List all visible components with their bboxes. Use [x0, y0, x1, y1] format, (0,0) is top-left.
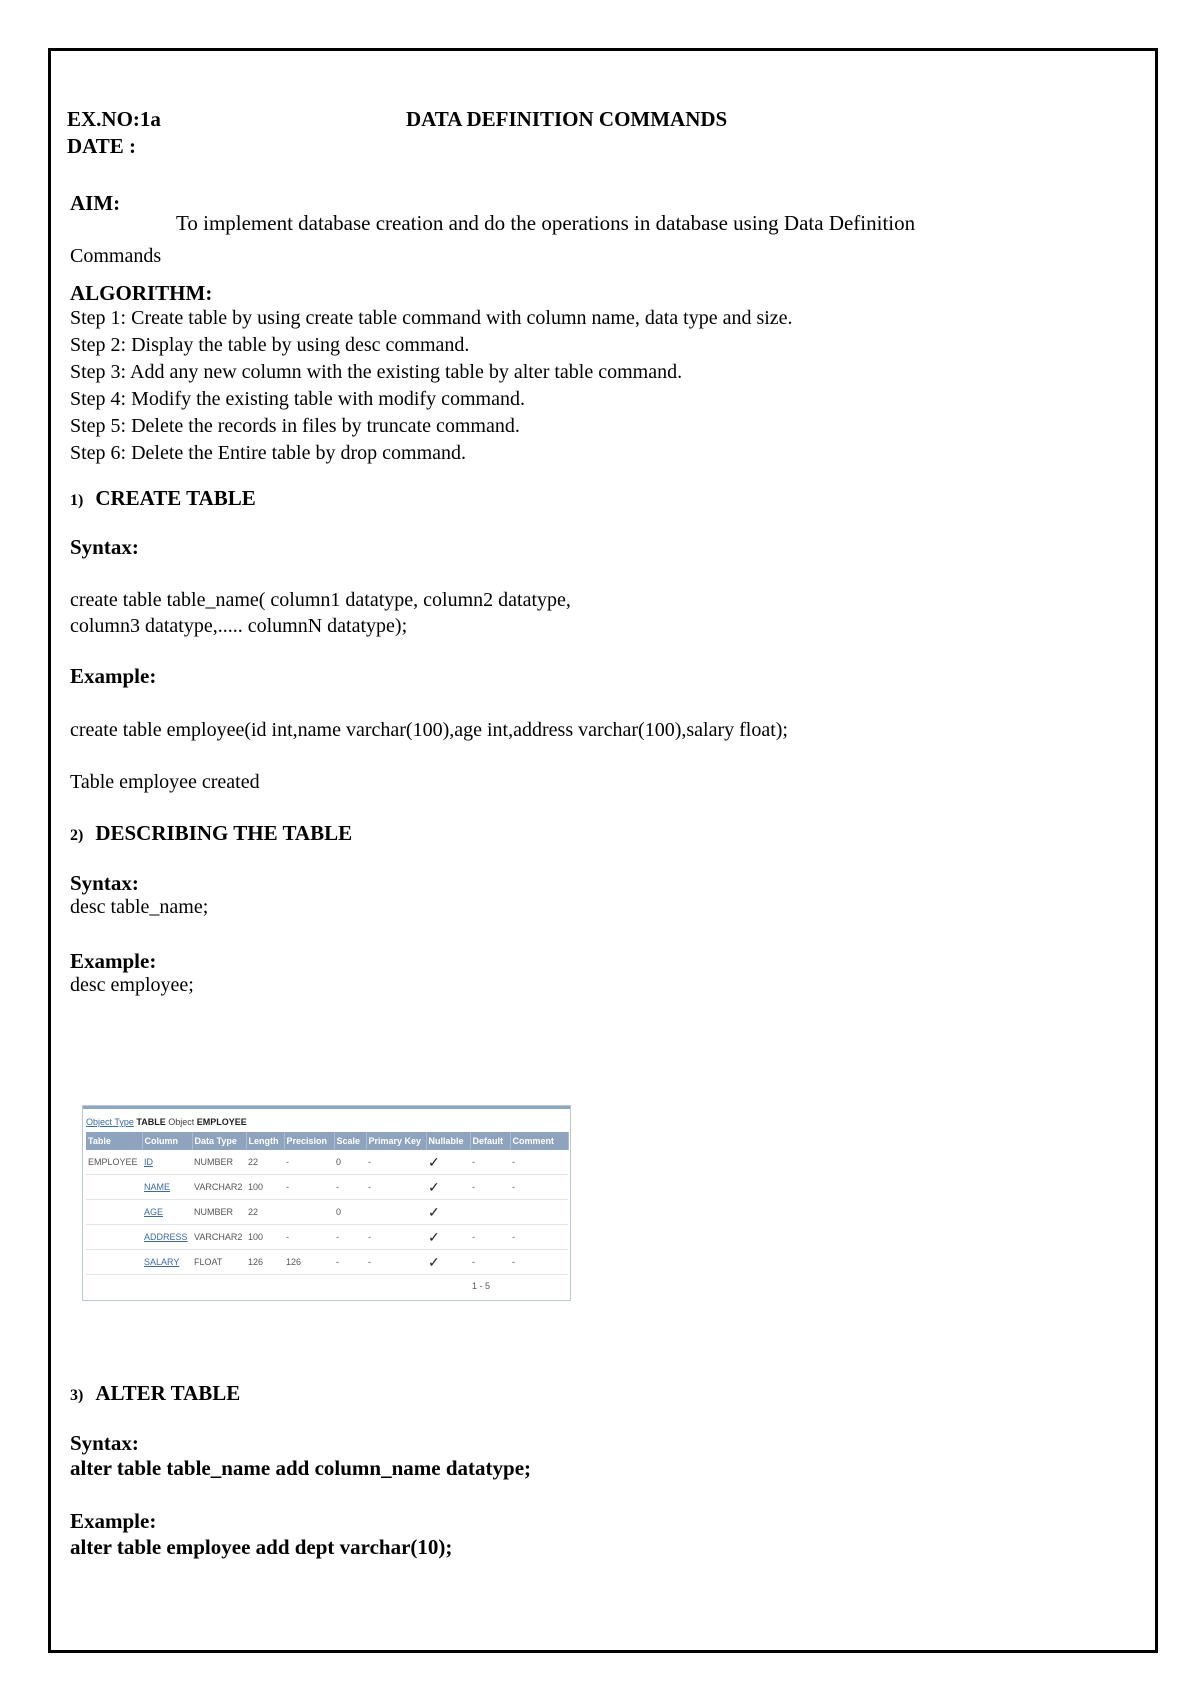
cell-precision: - — [284, 1225, 334, 1250]
section-heading-alter-table — [70, 1381, 240, 1406]
table-row — [86, 1200, 568, 1225]
cell-type: FLOAT — [192, 1250, 246, 1275]
column-header: Scale — [334, 1132, 366, 1150]
cell-precision — [284, 1200, 334, 1225]
object-info — [86, 1117, 247, 1127]
column-header: Length — [246, 1132, 284, 1150]
algorithm-step: Step 3: Add any new column with the existing table by alter table command. — [70, 361, 683, 383]
cell-scale: - — [334, 1250, 366, 1275]
cell-comment: - — [510, 1150, 568, 1175]
cell-scale: - — [334, 1225, 366, 1250]
cell-comment: - — [510, 1250, 568, 1275]
cell-table — [86, 1250, 142, 1275]
cell-table: EMPLOYEE — [86, 1150, 142, 1175]
nullable-check-icon: ✓ — [426, 1175, 470, 1200]
cell-type: VARCHAR2 — [192, 1175, 246, 1200]
syntax-text-line1: create table table_name( column1 datatype, column2 datatype, — [70, 589, 571, 611]
page-title: DATA DEFINITION COMMANDS — [406, 107, 728, 131]
syntax-text: alter table table_name add column_name datatype; — [70, 1456, 532, 1480]
table-row — [86, 1175, 568, 1200]
cell-type: VARCHAR2 — [192, 1225, 246, 1250]
nullable-check-icon: ✓ — [426, 1250, 470, 1275]
algorithm-label: ALGORITHM: — [70, 281, 213, 305]
section-title: DESCRIBING THE TABLE — [95, 821, 353, 845]
column-header: Default — [470, 1132, 510, 1150]
table-row — [86, 1250, 568, 1275]
table-footer-row — [86, 1275, 568, 1298]
cell-primary-key — [366, 1200, 426, 1225]
cell-column[interactable]: AGE — [142, 1200, 192, 1225]
cell-column[interactable]: NAME — [142, 1175, 192, 1200]
cell-default: - — [470, 1175, 510, 1200]
cell-comment — [510, 1200, 568, 1225]
aim-text-line1: To implement database creation and do the operations in database using Data Definition — [176, 211, 916, 235]
syntax-label: Syntax: — [70, 535, 139, 559]
cell-type: NUMBER — [192, 1150, 246, 1175]
cell-column[interactable]: ADDRESS — [142, 1225, 192, 1250]
algorithm-step: Step 1: Create table by using create table command with column name, data type and size. — [70, 307, 793, 329]
screenshot-top-bar — [83, 1106, 570, 1109]
column-header: Primary Key — [366, 1132, 426, 1150]
section-title: CREATE TABLE — [95, 486, 256, 510]
object-type-label[interactable]: Object Type — [86, 1117, 134, 1127]
cell-precision: - — [284, 1175, 334, 1200]
exercise-number: EX.NO:1a — [67, 107, 161, 131]
example-result: Table employee created — [70, 771, 260, 793]
cell-length: 22 — [246, 1200, 284, 1225]
cell-scale: 0 — [334, 1150, 366, 1175]
cell-length: 22 — [246, 1150, 284, 1175]
section-number: 1) — [70, 492, 84, 509]
example-code: desc employee; — [70, 974, 194, 996]
section-heading-describe-table — [70, 821, 352, 846]
cell-comment: - — [510, 1175, 568, 1200]
example-label: Example: — [70, 1509, 157, 1533]
nullable-check-icon: ✓ — [426, 1150, 470, 1175]
cell-primary-key: - — [366, 1150, 426, 1175]
table-header-row — [86, 1132, 568, 1150]
date-label: DATE : — [67, 134, 137, 158]
object-label: Object — [168, 1117, 195, 1127]
example-label: Example: — [70, 664, 157, 688]
syntax-label: Syntax: — [70, 1431, 139, 1455]
cell-primary-key: - — [366, 1250, 426, 1275]
object-value: EMPLOYEE — [196, 1117, 247, 1127]
column-header: Data Type — [192, 1132, 246, 1150]
column-header: Nullable — [426, 1132, 470, 1150]
cell-precision: 126 — [284, 1250, 334, 1275]
cell-type: NUMBER — [192, 1200, 246, 1225]
describe-table — [86, 1132, 569, 1297]
cell-default — [470, 1200, 510, 1225]
cell-table — [86, 1175, 142, 1200]
aim-text-line2: Commands — [70, 245, 162, 267]
section-number: 2) — [70, 827, 84, 844]
cell-length: 126 — [246, 1250, 284, 1275]
object-type-value: TABLE — [136, 1117, 166, 1127]
syntax-text-line2: column3 datatype,..... columnN datatype); — [70, 615, 408, 637]
nullable-check-icon: ✓ — [426, 1200, 470, 1225]
cell-scale: - — [334, 1175, 366, 1200]
describe-output-screenshot — [82, 1105, 571, 1301]
section-title: ALTER TABLE — [95, 1381, 241, 1405]
cell-length: 100 — [246, 1225, 284, 1250]
column-header: Precision — [284, 1132, 334, 1150]
syntax-label: Syntax: — [70, 871, 139, 895]
cell-column[interactable]: ID — [142, 1150, 192, 1175]
cell-table — [86, 1225, 142, 1250]
column-header: Comment — [510, 1132, 568, 1150]
table-row — [86, 1225, 568, 1250]
cell-column[interactable]: SALARY — [142, 1250, 192, 1275]
example-code: alter table employee add dept varchar(10); — [70, 1535, 453, 1559]
cell-length: 100 — [246, 1175, 284, 1200]
algorithm-step: Step 2: Display the table by using desc command. — [70, 334, 470, 356]
section-heading-create-table — [70, 486, 256, 511]
column-header: Column — [142, 1132, 192, 1150]
nullable-check-icon: ✓ — [426, 1225, 470, 1250]
cell-table — [86, 1200, 142, 1225]
algorithm-step: Step 4: Modify the existing table with modify command. — [70, 388, 525, 410]
cell-default: - — [470, 1225, 510, 1250]
pagination-range: 1 - 5 — [472, 1281, 491, 1291]
example-code: create table employee(id int,name varchar(100),age int,address varchar(100),salary float); — [70, 719, 788, 741]
section-number: 3) — [70, 1387, 84, 1404]
cell-primary-key: - — [366, 1175, 426, 1200]
syntax-text: desc table_name; — [70, 896, 209, 918]
example-label: Example: — [70, 949, 157, 973]
aim-label: AIM: — [70, 191, 121, 215]
column-header: Table — [86, 1132, 142, 1150]
table-row — [86, 1150, 568, 1175]
document-page — [48, 48, 1158, 1653]
cell-primary-key: - — [366, 1225, 426, 1250]
algorithm-step: Step 6: Delete the Entire table by drop command. — [70, 442, 466, 464]
cell-precision: - — [284, 1150, 334, 1175]
cell-default: - — [470, 1150, 510, 1175]
cell-comment: - — [510, 1225, 568, 1250]
cell-scale: 0 — [334, 1200, 366, 1225]
algorithm-step: Step 5: Delete the records in files by truncate command. — [70, 415, 520, 437]
cell-default: - — [470, 1250, 510, 1275]
